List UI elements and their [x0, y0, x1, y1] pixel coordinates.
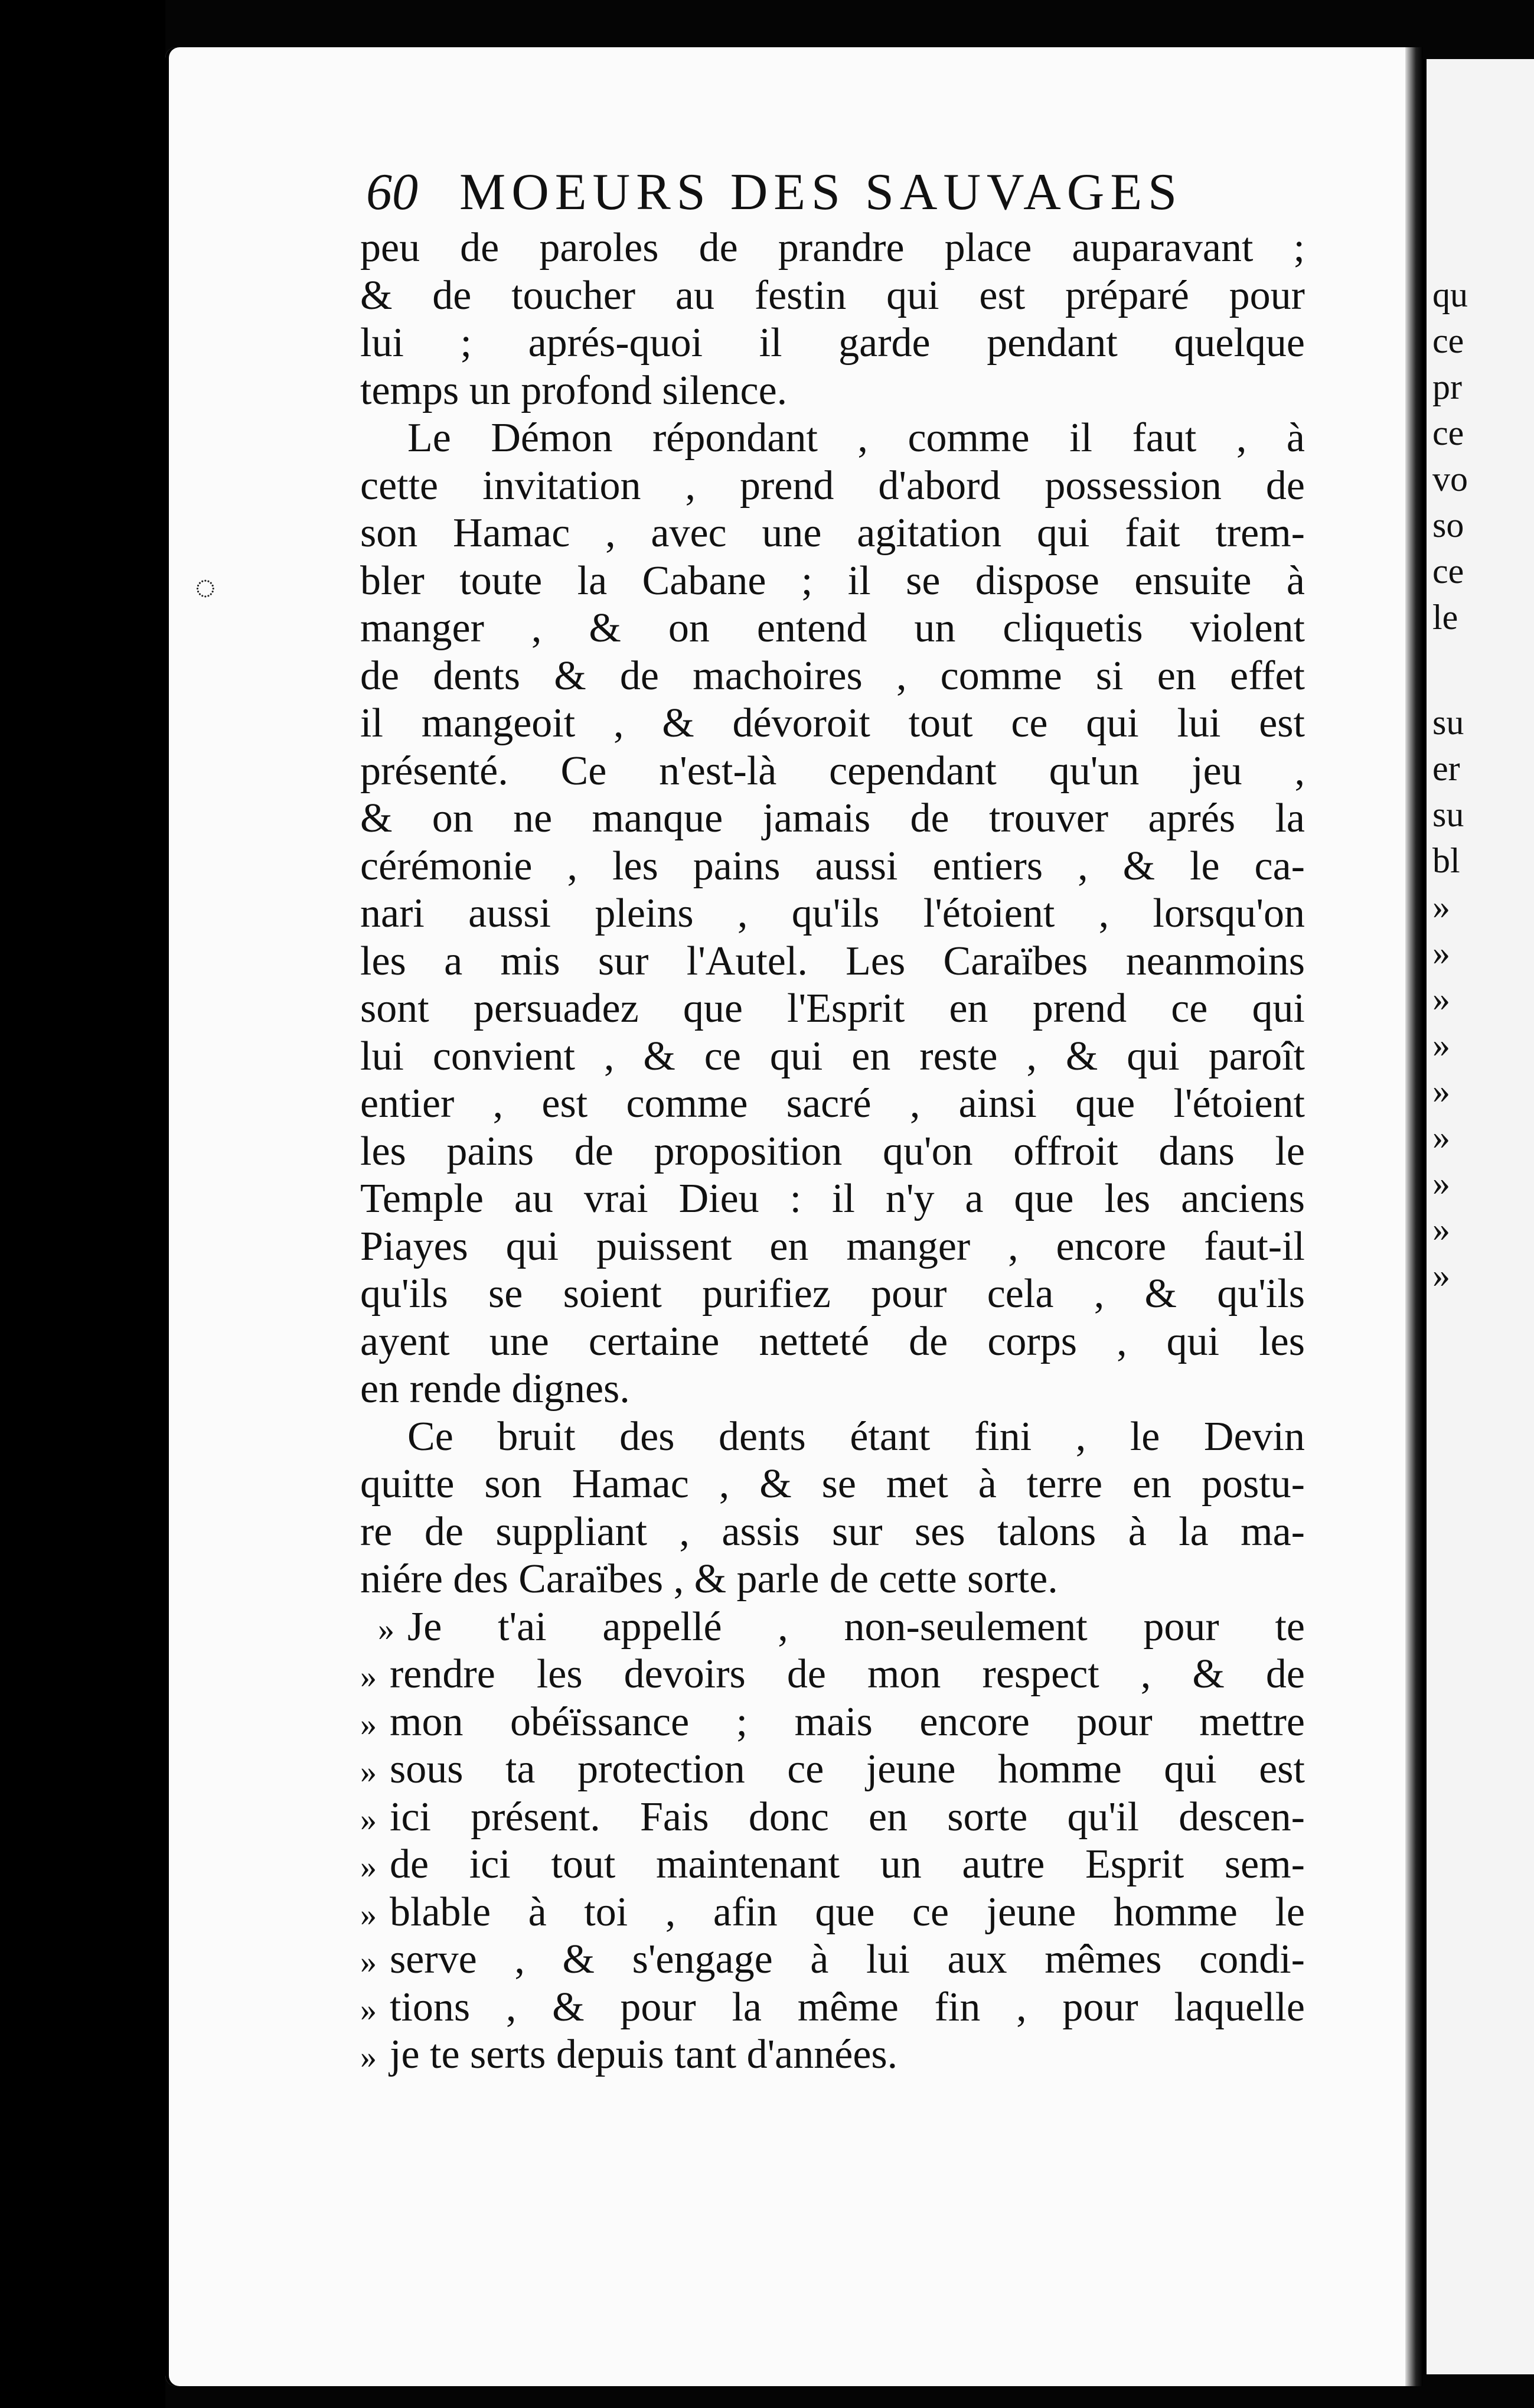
- quoted-line: [360, 1699, 1305, 1746]
- text-line: de dents & de machoires , comme si en effet: [360, 653, 1305, 699]
- quoted-line-text: tions , & pour la même fin , pour laquelle: [390, 1984, 1305, 2030]
- facing-page-fragment: su: [1432, 795, 1464, 834]
- facing-page-fragment: pr: [1432, 367, 1462, 406]
- facing-page-fragments: [1432, 213, 1534, 1298]
- quoted-line: [360, 2031, 1305, 2079]
- quoted-line-text: de ici tout maintenant un autre Esprit sem-: [390, 1842, 1305, 1887]
- body-text: [360, 224, 1305, 2079]
- quoted-line-text: Je t'ai appellé , non-seulement pour te: [407, 1604, 1305, 1650]
- quoted-line: [360, 1746, 1305, 1794]
- facing-page-fragment: »: [1432, 1117, 1450, 1156]
- facing-page-fragment: ce: [1432, 552, 1464, 591]
- text-line: sont persuadez que l'Esprit en prend ce qui: [360, 986, 1305, 1031]
- text-line: en rende dignes.: [360, 1366, 630, 1412]
- text-line: lui ; aprés-quoi il garde pendant quelque: [360, 320, 1305, 366]
- text-line: Piayes qui puissent en manger , encore faut-il: [360, 1223, 1305, 1269]
- quoted-line-text: blable à toi , afin que ce jeune homme le: [390, 1889, 1305, 1935]
- facing-page-fragment: [1432, 213, 1534, 272]
- quote-mark: »: [360, 1801, 377, 1838]
- text-line: manger , & on entend un cliquetis violent: [360, 605, 1305, 651]
- text-line: niére des Caraïbes , & parle de cette sorte.: [360, 1556, 1058, 1602]
- quoted-line: [360, 1889, 1305, 1937]
- quoted-line-text: ici présent. Fais donc en sorte qu'il descen-: [390, 1794, 1305, 1840]
- quoted-line: [360, 1651, 1305, 1699]
- running-title: MOEURS DES SAUVAGES: [459, 164, 1183, 221]
- quoted-line-text: je te serts depuis tant d'années.: [390, 2032, 898, 2077]
- facing-page-fragment: »: [1432, 933, 1450, 972]
- text-line: présenté. Ce n'est-là cependant qu'un jeu ,: [360, 748, 1305, 794]
- quote-mark: »: [360, 1896, 377, 1933]
- quoted-line: [360, 1936, 1305, 1984]
- facing-page-fragment: vo: [1432, 460, 1468, 498]
- quoted-line-text: serve , & s'engage à lui aux mêmes condi-: [390, 1937, 1305, 1982]
- facing-page-fragment: le: [1432, 598, 1458, 637]
- text-line: cérémonie , les pains aussi entiers , & le ca-: [360, 843, 1305, 889]
- quote-mark: »: [360, 1658, 377, 1695]
- facing-page-fragment: ce: [1432, 413, 1464, 452]
- quoted-line: [360, 1604, 1305, 1651]
- text-line: son Hamac , avec une agitation qui fait trem-: [360, 510, 1305, 556]
- text-line: bler toute la Cabane ; il se dispose ensuite à: [360, 558, 1305, 604]
- text-line: temps un profond silence.: [360, 367, 788, 413]
- quote-mark: »: [360, 1849, 377, 1885]
- text-line: cette invitation , prend d'abord possession de: [360, 462, 1305, 509]
- facing-page-fragment: [1432, 640, 1534, 699]
- facing-page-fragment: qu: [1432, 275, 1468, 314]
- margin-mark: ◌: [195, 568, 216, 607]
- text-line: re de suppliant , assis sur ses talons à la ma-: [360, 1508, 1305, 1555]
- facing-page-edge: [1423, 59, 1534, 2374]
- text-line: Le Démon répondant , comme il faut , à: [407, 415, 1305, 461]
- text-line: Temple au vrai Dieu : il n'y a que les anciens: [360, 1176, 1305, 1221]
- text-line: les pains de proposition qu'on offroit dans le: [360, 1128, 1305, 1174]
- text-line: & on ne manque jamais de trouver aprés la: [360, 796, 1305, 841]
- text-line: peu de paroles de prandre place auparavant ;: [360, 225, 1305, 271]
- page-gutter: [1405, 47, 1423, 2386]
- facing-page-fragment: »: [1432, 1210, 1450, 1249]
- text-line: entier , est comme sacré , ainsi que l'étoient: [360, 1081, 1305, 1126]
- quoted-line-text: mon obéïssance ; mais encore pour mettre: [390, 1699, 1305, 1745]
- running-head: [366, 162, 1222, 222]
- quoted-line: [360, 1984, 1305, 2032]
- text-line: qu'ils se soient purifiez pour cela , & qu'ils: [360, 1271, 1305, 1317]
- facing-page-fragment: er: [1432, 749, 1460, 788]
- left-book-edge: [0, 0, 165, 2408]
- quoted-line: [360, 1794, 1305, 1842]
- facing-page-fragment: »: [1432, 979, 1450, 1018]
- facing-page-fragment: su: [1432, 703, 1464, 742]
- facing-page-fragment: so: [1432, 506, 1464, 545]
- text-line: quitte son Hamac , & se met à terre en postu-: [360, 1461, 1305, 1507]
- facing-page-fragment: »: [1432, 1164, 1450, 1203]
- quote-mark: »: [360, 2039, 377, 2075]
- quote-mark: »: [360, 1754, 377, 1790]
- facing-page-fragment: »: [1432, 887, 1450, 926]
- facing-page-fragment: »: [1432, 1256, 1450, 1295]
- text-line: ayent une certaine netteté de corps , qui les: [360, 1318, 1305, 1364]
- facing-page-fragment: »: [1432, 1071, 1450, 1110]
- text-line: & de toucher au festin qui est préparé pour: [360, 272, 1305, 318]
- quoted-line: [360, 1841, 1305, 1889]
- facing-page-fragment: ce: [1432, 321, 1464, 360]
- quoted-line-text: sous ta protection ce jeune homme qui est: [390, 1746, 1305, 1792]
- quote-mark: »: [360, 1991, 377, 2028]
- facing-page-fragment: bl: [1432, 841, 1460, 880]
- text-line: lui convient , & ce qui en reste , & qui paroît: [360, 1033, 1305, 1079]
- quoted-line-text: rendre les devoirs de mon respect , & de: [390, 1651, 1305, 1697]
- text-line: les a mis sur l'Autel. Les Caraïbes neanmoins: [360, 938, 1305, 984]
- quote-mark: »: [360, 1706, 377, 1743]
- quote-mark: »: [360, 1944, 377, 1980]
- quote-mark: »: [378, 1611, 394, 1648]
- page-number: 60: [366, 164, 418, 221]
- text-line: Ce bruit des dents étant fini , le Devin: [407, 1413, 1305, 1459]
- facing-page-fragment: »: [1432, 1025, 1450, 1064]
- text-line: il mangeoit , & dévoroit tout ce qui lui est: [360, 700, 1305, 746]
- text-line: nari aussi pleins , qu'ils l'étoient , lorsqu'on: [360, 891, 1305, 936]
